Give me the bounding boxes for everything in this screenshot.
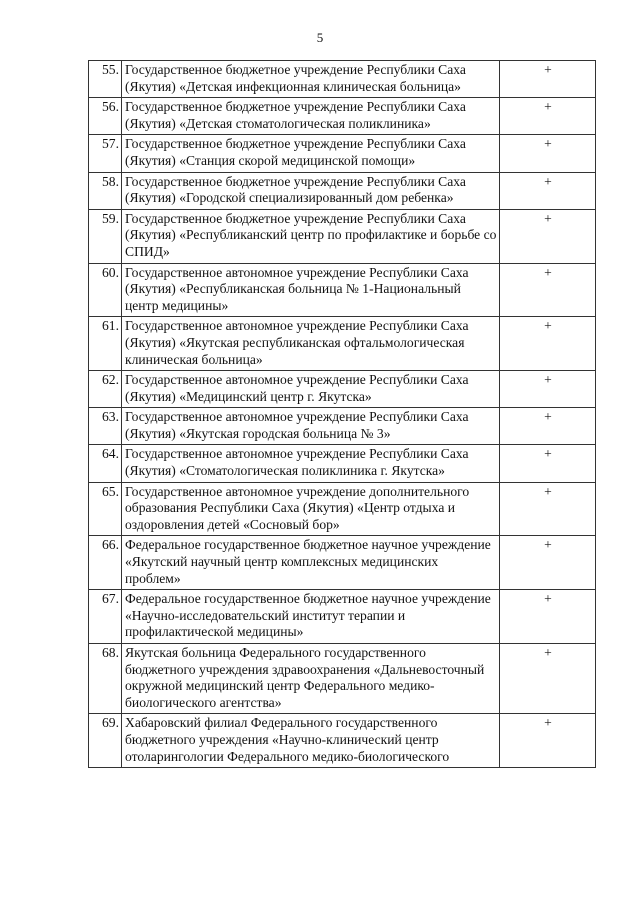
row-number: 63. (89, 408, 122, 445)
row-number: 55. (89, 61, 122, 98)
institution-name: Федеральное государственное бюджетное научное учреждение «Якутский научный центр комплексных медицинских проблем» (122, 536, 500, 590)
institution-name: Государственное бюджетное учреждение Республики Саха (Якутия) «Детская стоматологическая поликлиника» (122, 98, 500, 135)
inclusion-mark: + (500, 135, 596, 172)
row-number: 59. (89, 209, 122, 263)
table-row (89, 263, 596, 317)
table-row (89, 135, 596, 172)
row-number: 64. (89, 445, 122, 482)
table-row (89, 644, 596, 714)
institution-name: Хабаровский филиал Федерального государственного бюджетного учреждения «Научно-клинический центр отоларингологии Федерального медико-биологического (122, 714, 500, 768)
table-row (89, 209, 596, 263)
row-number: 68. (89, 644, 122, 714)
inclusion-mark: + (500, 98, 596, 135)
row-number: 61. (89, 317, 122, 371)
inclusion-mark: + (500, 590, 596, 644)
institution-name: Государственное автономное учреждение Республики Саха (Якутия) «Медицинский центр г. Якутска» (122, 371, 500, 408)
institutions-table (88, 60, 596, 768)
table-row (89, 172, 596, 209)
inclusion-mark: + (500, 317, 596, 371)
inclusion-mark: + (500, 408, 596, 445)
row-number: 58. (89, 172, 122, 209)
institutions-table-body (89, 61, 596, 768)
row-number: 56. (89, 98, 122, 135)
institution-name: Государственное бюджетное учреждение Республики Саха (Якутия) «Детская инфекционная клиническая больница» (122, 61, 500, 98)
institution-name: Государственное бюджетное учреждение Республики Саха (Якутия) «Республиканский центр по профилактике и борьбе со СПИД» (122, 209, 500, 263)
table-row (89, 445, 596, 482)
inclusion-mark: + (500, 371, 596, 408)
institution-name: Государственное бюджетное учреждение Республики Саха (Якутия) «Городской специализированный дом ребенка» (122, 172, 500, 209)
table-row (89, 714, 596, 768)
table-row (89, 536, 596, 590)
institution-name: Государственное автономное учреждение Республики Саха (Якутия) «Стоматологическая поликлиника г. Якутска» (122, 445, 500, 482)
table-row (89, 482, 596, 536)
institution-name: Государственное автономное учреждение дополнительного образования Республики Саха (Якутия) «Центр отдыха и оздоровления детей «Сосновый бор» (122, 482, 500, 536)
inclusion-mark: + (500, 209, 596, 263)
page-number: 5 (316, 30, 324, 45)
row-number: 62. (89, 371, 122, 408)
institution-name: Государственное автономное учреждение Республики Саха (Якутия) «Якутская республиканская офтальмологическая клиническая больница» (122, 317, 500, 371)
inclusion-mark: + (500, 714, 596, 768)
row-number: 65. (89, 482, 122, 536)
table-row (89, 590, 596, 644)
inclusion-mark: + (500, 61, 596, 98)
inclusion-mark: + (500, 644, 596, 714)
row-number: 57. (89, 135, 122, 172)
inclusion-mark: + (500, 263, 596, 317)
institution-name: Федеральное государственное бюджетное научное учреждение «Научно-исследовательский институт терапии и профилактической медицины» (122, 590, 500, 644)
table-row (89, 408, 596, 445)
table-row (89, 317, 596, 371)
row-number: 60. (89, 263, 122, 317)
institution-name: Государственное бюджетное учреждение Республики Саха (Якутия) «Станция скорой медицинской помощи» (122, 135, 500, 172)
inclusion-mark: + (500, 482, 596, 536)
inclusion-mark: + (500, 445, 596, 482)
row-number: 66. (89, 536, 122, 590)
row-number: 69. (89, 714, 122, 768)
institution-name: Государственное автономное учреждение Республики Саха (Якутия) «Республиканская больница № 1-Национальный центр медицины» (122, 263, 500, 317)
table-row (89, 61, 596, 98)
table-row (89, 371, 596, 408)
inclusion-mark: + (500, 172, 596, 209)
table-row (89, 98, 596, 135)
inclusion-mark: + (500, 536, 596, 590)
institution-name: Государственное автономное учреждение Республики Саха (Якутия) «Якутская городская больница № 3» (122, 408, 500, 445)
row-number: 67. (89, 590, 122, 644)
institution-name: Якутская больница Федерального государственного бюджетного учреждения здравоохранения «Дальневосточный окружной медицинский центр Федерального медико-биологического агентства» (122, 644, 500, 714)
